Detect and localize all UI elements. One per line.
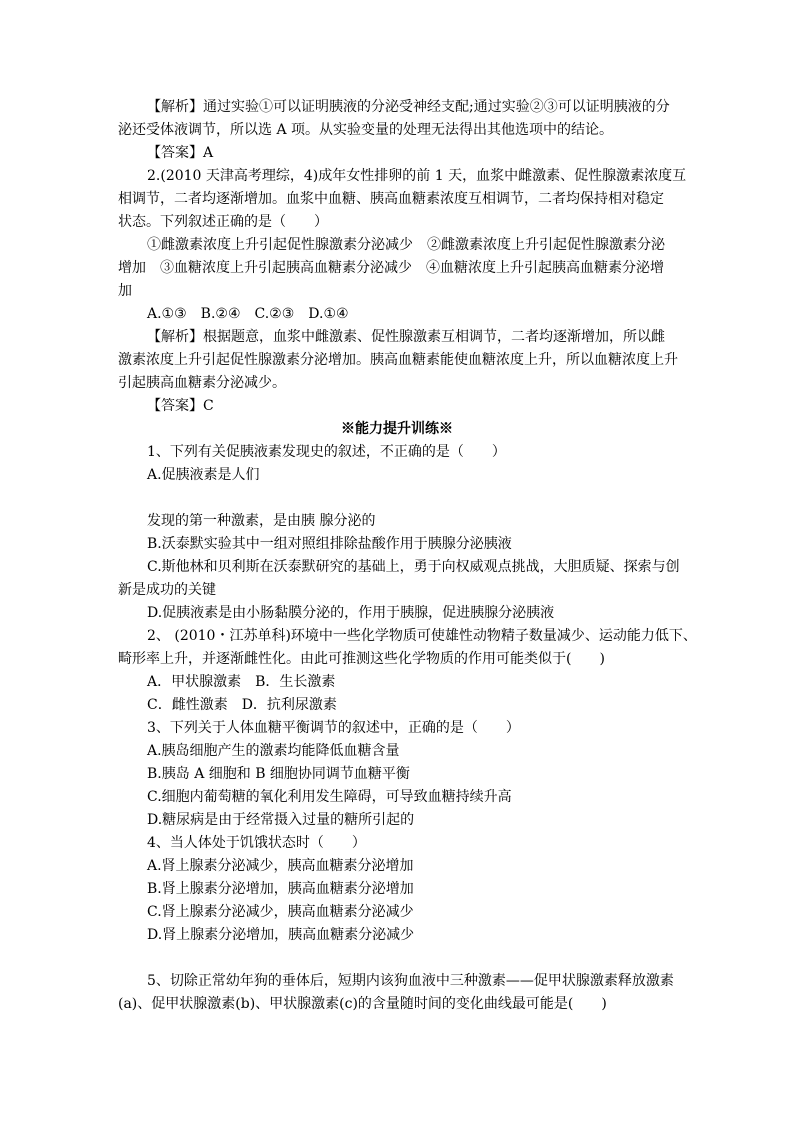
question-2-line-2: 相调节，二者均逐渐增加。血浆中血糖、胰高血糖素浓度互相调节，二者均保持相对稳定 — [118, 191, 664, 207]
question-2-statements-line-3: 加 — [118, 283, 132, 299]
ex-4-option-b: B.肾上腺素分泌增加，胰高血糖素分泌增加 — [147, 881, 414, 897]
question-2-options: A.①③ B.②④ C.②③ D.①④ — [147, 306, 349, 322]
ex-2-options-ab: A．甲状腺激素 B．生长激素 — [147, 674, 336, 690]
ex-5-stem-line-2: (a)、促甲状腺激素(b)、甲状腺激素(c)的含量随时间的变化曲线最可能是( ) — [118, 996, 607, 1012]
ex-4-option-a: A.肾上腺素分泌减少，胰高血糖素分泌增加 — [147, 858, 414, 874]
ex-1-option-b: B.沃泰默实验其中一组对照组排除盐酸作用于胰腺分泌胰液 — [147, 536, 512, 552]
question-2-statements-line-2: 增加 ③血糖浓度上升引起胰高血糖素分泌减少 ④血糖浓度上升引起胰高血糖素分泌增 — [118, 260, 664, 276]
question-2-line-1: 2.(2010 天津高考理综，4)成年女性排卵的前 1 天，血浆中雌激素、促性腺激素浓度互 — [147, 168, 687, 184]
question-2-line-3: 状态。下列叙述正确的是（ ） — [118, 214, 328, 230]
ex-4-stem: 4、当人体处于饥饿状态时（ ） — [147, 835, 366, 851]
ex-3-option-b: B.胰岛 A 细胞和 B 细胞协同调节血糖平衡 — [147, 766, 410, 782]
ex-1-option-c-line-2: 新是成功的关键 — [118, 582, 216, 598]
analysis-2-line-3: 引起胰高血糖素分泌减少。 — [118, 375, 286, 391]
ex-4-option-d: D.肾上腺素分泌增加，胰高血糖素分泌减少 — [147, 927, 415, 943]
ex-1-option-a-part-2: 发现的第一种激素，是由胰 腺分泌的 — [147, 513, 376, 529]
ex-1-option-a-part-1: A.促胰液素是人们 — [147, 467, 260, 483]
ex-3-option-a: A.胰岛细胞产生的激素均能降低血糖含量 — [147, 743, 400, 759]
ex-2-options-cd: C．雌性激素 D．抗利尿激素 — [147, 697, 337, 713]
ex-5-stem-line-1: 5、切除正常幼年狗的垂体后，短期内该狗血液中三种激素——促甲状腺激素释放激素 — [147, 973, 674, 989]
ex-1-option-d: D.促胰液素是由小肠黏膜分泌的，作用于胰腺，促进胰腺分泌胰液 — [147, 605, 555, 621]
analysis-1-line-2: 泌还受体液调节，所以选 A 项。从实验变量的处理无法得出其他选项中的结论。 — [118, 122, 614, 138]
ex-3-option-c: C.细胞内葡萄糖的氧化利用发生障碍，可导致血糖持续升高 — [147, 789, 512, 805]
analysis-2-line-1: 【解析】根据题意，血浆中雌激素、促性腺激素互相调节，二者均逐渐增加，所以雌 — [147, 329, 665, 345]
ex-3-option-d: D.糖尿病是由于经常摄入过量的糖所引起的 — [147, 812, 415, 828]
ex-2-stem-line-2: 畸形率上升，并逐渐雌性化。由此可推测这些化学物质的作用可能类似于( ) — [118, 651, 605, 667]
answer-1: 【答案】A — [147, 145, 214, 161]
question-2-statements-line-1: ①雌激素浓度上升引起促性腺激素分泌减少 ②雌激素浓度上升引起促性腺激素分泌 — [147, 237, 665, 253]
section-heading: ※能力提升训练※ — [341, 421, 453, 437]
ex-2-stem-line-1: 2、 (2010・江苏单科)环境中一些化学物质可使雄性动物精子数量减少、运动能力低下、 — [147, 628, 697, 644]
analysis-2-line-2: 激素浓度上升引起促性腺激素分泌增加。胰高血糖素能使血糖浓度上升，所以血糖浓度上升 — [118, 352, 678, 368]
ex-1-stem: 1、下列有关促胰液素发现史的叙述，不正确的是（ ） — [147, 444, 506, 460]
ex-3-stem: 3、下列关于人体血糖平衡调节的叙述中，正确的是（ ） — [147, 720, 520, 736]
answer-2: 【答案】C — [147, 398, 214, 414]
analysis-1-line-1: 【解析】通过实验①可以证明胰液的分泌受神经支配;通过实验②③可以证明胰液的分 — [147, 99, 670, 115]
ex-1-option-c-line-1: C.斯他林和贝利斯在沃泰默研究的基础上，勇于向权威观点挑战，大胆质疑、探索与创 — [147, 559, 680, 575]
ex-4-option-c: C.肾上腺素分泌减少，胰高血糖素分泌减少 — [147, 904, 414, 920]
